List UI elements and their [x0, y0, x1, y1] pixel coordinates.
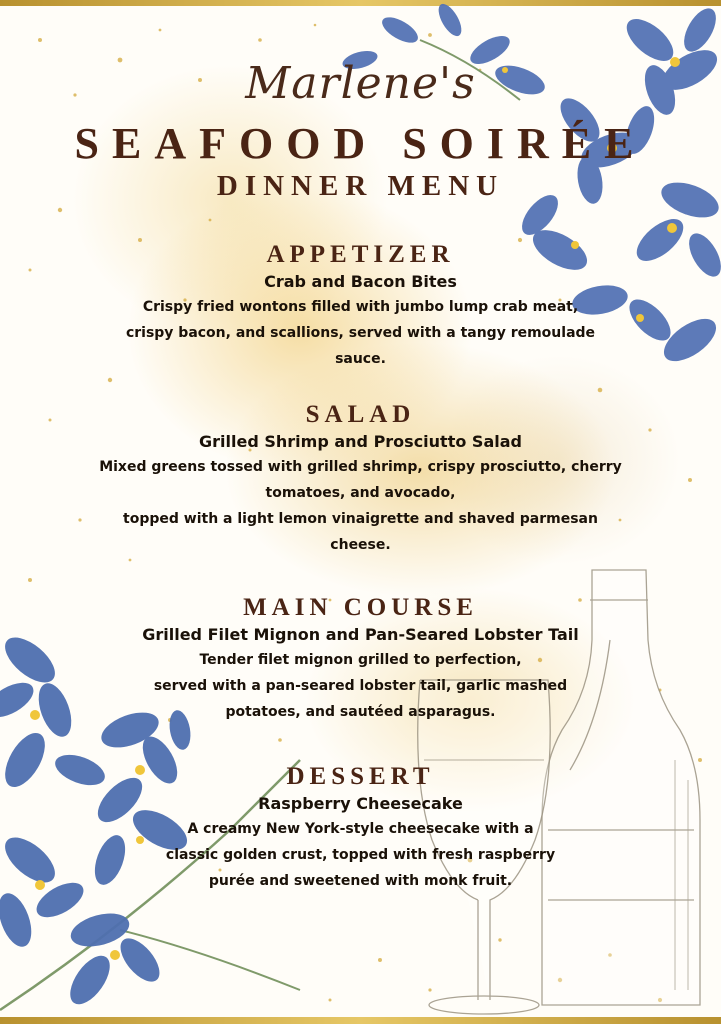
dish-description-line: Crispy fried wontons filled with jumbo lump crab meat,: [142, 299, 579, 315]
dish-name: Grilled Shrimp and Prosciutto Salad: [199, 432, 522, 451]
dish-description-line: potatoes, and sautéed asparagus.: [225, 704, 496, 720]
section-heading: APPETIZER: [266, 241, 455, 268]
dish-description-line: Mixed greens tossed with grilled shrimp, crispy prosciutto, cherry: [99, 459, 622, 475]
appetizer-section: [60, 240, 661, 372]
dish-description-line: Tender filet mignon grilled to perfection,: [199, 652, 522, 668]
dish-name: Crab and Bacon Bites: [264, 272, 457, 291]
dish-name: Raspberry Cheesecake: [258, 794, 463, 813]
restaurant-script-name: Marlene's: [245, 58, 476, 109]
salad-section: [60, 400, 661, 558]
dish-description-line: classic golden crust, topped with fresh raspberry: [165, 847, 556, 863]
dish-description-line: topped with a light lemon vinaigrette and shaved parmesan: [123, 511, 598, 527]
dish-description-line: purée and sweetened with monk fruit.: [208, 873, 513, 889]
main-course-section: [60, 593, 661, 725]
dish-description-line: tomatoes, and avocado,: [265, 485, 456, 501]
dish-description-line: served with a pan-seared lobster tail, garlic mashed: [153, 678, 568, 694]
section-heading: DESSERT: [286, 763, 435, 790]
section-heading: SALAD: [305, 401, 416, 428]
dessert-section: [60, 762, 661, 894]
dish-name: Grilled Filet Mignon and Pan-Seared Lobster Tail: [142, 625, 579, 644]
section-heading: MAIN COURSE: [243, 594, 478, 621]
menu-title: SEAFOOD SOIRÉE: [74, 119, 647, 168]
menu-subtitle: DINNER MENU: [216, 170, 505, 202]
dish-description-line: A creamy New York-style cheesecake with a: [187, 821, 534, 837]
gold-border-bottom: [0, 1017, 721, 1024]
dish-description-line: cheese.: [330, 537, 391, 553]
dish-description-line: sauce.: [335, 351, 386, 367]
dish-description-line: crispy bacon, and scallions, served with a tangy remoulade: [125, 325, 596, 341]
